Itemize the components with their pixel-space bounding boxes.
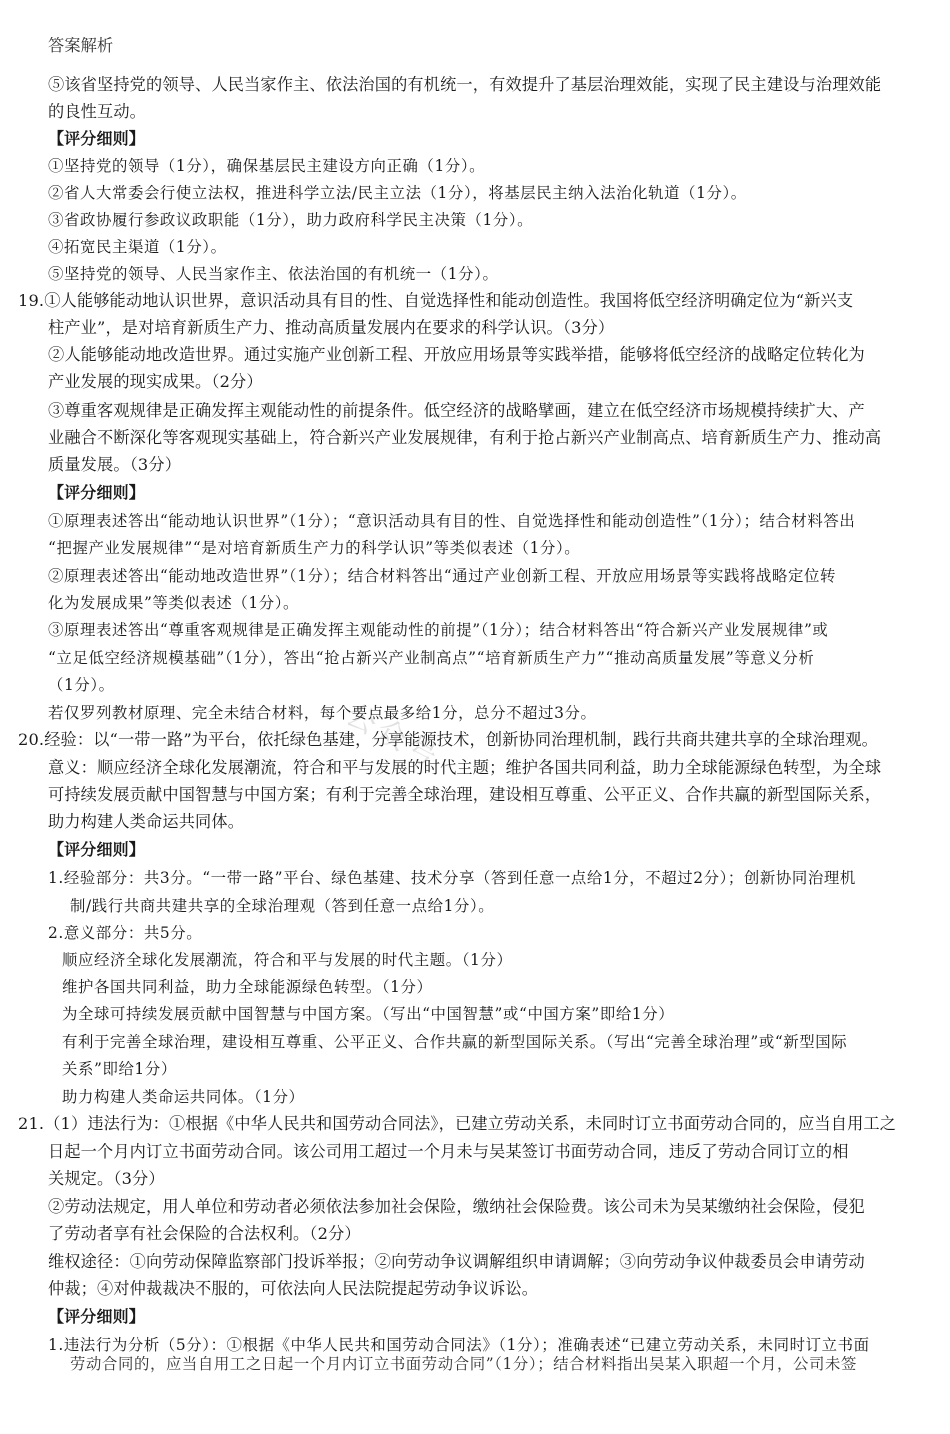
q19-answer-1a: 19.①人能够能动地认识世界，意识活动具有目的性、自觉选择性和能动创造性。我国将低空经济明确定位为“新兴支 (18, 291, 854, 310)
q19-answer-3a: ③尊重客观规律是正确发挥主观能动性的前提条件。低空经济的战略擘画，建立在低空经济市场规模持续扩大、产 (48, 401, 865, 420)
q20-rule-1a: 1.经验部分：共3分。“一带一路”平台、绿色基建、技术分享（答到任意一点给1分，不超过2分）；创新协同治理机 (48, 869, 856, 887)
cropped-top-fragment (48, 36, 168, 56)
cropped-bottom-line (48, 1355, 938, 1373)
q18-point5-line2: 的良性互动。 (48, 102, 147, 121)
q18-rules-heading: 【评分细则】 (48, 129, 145, 148)
q20-sig-item-1: 顺应经济全球化发展潮流，符合和平与发展的时代主题。（1分） (62, 951, 513, 969)
q21-violation-2b: 了劳动者享有社会保险的合法权利。（2分） (48, 1224, 361, 1243)
q18-rule-1: ①坚持党的领导（1分），确保基层民主建设方向正确（1分）。 (48, 157, 486, 175)
q21-rule-1-cut: 劳动合同的，应当自用工之日起一个月内订立书面劳动合同”（1分）；结合材料指出吴某入职超一个月，公司未签 (70, 1355, 858, 1373)
q19-rules-heading: 【评分细则】 (48, 483, 145, 502)
q19-rule-note: 若仅罗列教材原理、完全未结合材料，每个要点最多给1分，总分不超过3分。 (48, 704, 597, 722)
q20-rules-heading: 【评分细则】 (48, 840, 145, 859)
q20-sig-item-4a: 有利于完善全球治理，建设相互尊重、公平正义、合作共赢的新型国际关系。（写出“完善全球治理”或“新型国际 (62, 1033, 848, 1051)
q20-experience: 20.经验：以“一带一路”为平台，依托绿色基建，分享能源技术，创新协同治理机制，践行共商共建共享的全球治理观。 (18, 730, 878, 749)
q19-answer-3c: 质量发展。（3分） (48, 455, 182, 474)
q19-answer-2a: ②人能够能动地改造世界。通过实施产业创新工程、开放应用场景等实践举措，能够将低空经济的战略定位转化为 (48, 345, 865, 364)
q18-rule-2: ②省人大常委会行使立法权，推进科学立法/民主立法（1分），将基层民主纳入法治化轨道（1分）。 (48, 184, 747, 202)
q18-rule-3: ③省政协履行参政议政职能（1分），助力政府科学民主决策（1分）。 (48, 211, 534, 229)
top-fragment-text: 答案解析 (48, 36, 114, 55)
q20-significance-b: 可持续发展贡献中国智慧与中国方案；有利于完善全球治理，建设相互尊重、公平正义、合作共赢的新型国际关系， (48, 785, 882, 804)
q21-remedy-1: 维权途径：①向劳动保障监察部门投诉举报；②向劳动争议调解组织申请调解；③向劳动争议仲裁委员会申请劳动 (48, 1252, 865, 1271)
watermark: 公众号 (339, 697, 447, 776)
q19-rule-2a: ②原理表述答出“能动地改造世界”（1分）；结合材料答出“通过产业创新工程、开放应用场景等实践将战略定位转 (48, 567, 836, 585)
q20-sig-item-5: 助力构建人类命运共同体。（1分） (62, 1088, 305, 1106)
q21-rules-heading: 【评分细则】 (48, 1307, 145, 1326)
q19-rule-3c: （1分）。 (48, 676, 115, 694)
q20-sig-item-2: 维护各国共同利益，助力全球能源绿色转型。（1分） (62, 978, 433, 996)
q20-sig-item-3: 为全球可持续发展贡献中国智慧与中国方案。（写出“中国智慧”或“中国方案”即给1分） (62, 1005, 675, 1023)
q20-sig-item-4b: 关系”即给1分） (62, 1060, 177, 1078)
q20-significance-a: 意义：顺应经济全球化发展潮流，符合和平与发展的时代主题；维护各国共同利益，助力全球能源绿色转型，为全球 (48, 758, 882, 777)
q21-rule-1: 1.违法行为分析（5分）：①根据《中华人民共和国劳动合同法》（1分）；准确表述“已建立劳动关系，未同时订立书面 (48, 1336, 870, 1354)
q21-violation-1c: 关规定。（3分） (48, 1169, 165, 1188)
q19-rule-1a: ①原理表述答出“能动地认识世界”（1分）；“意识活动具有目的性、自觉选择性和能动创造性”（1分）；结合材料答出 (48, 512, 856, 530)
q18-rule-4: ④拓宽民主渠道（1分）。 (48, 238, 227, 256)
q21-remedy-2: 仲裁；④对仲裁裁决不服的，可依法向人民法院提起劳动争议诉讼。 (48, 1279, 539, 1298)
q18-point5-line1: ⑤该省坚持党的领导、人民当家作主、依法治国的有机统一，有效提升了基层治理效能，实现了民主建设与治理效能 (48, 75, 882, 94)
q19-answer-2b: 产业发展的现实成果。（2分） (48, 372, 263, 391)
q20-significance-c: 助力构建人类命运共同体。 (48, 812, 245, 831)
q19-answer-1b: 柱产业”，是对培育新质生产力、推动高质量发展内在要求的科学认识。（3分） (48, 318, 615, 337)
q19-rule-3a: ③原理表述答出“尊重客观规律是正确发挥主观能动性的前提”（1分）；结合材料答出“符合新兴产业发展规律”或 (48, 621, 829, 639)
q21-violation-1a: 21.（1）违法行为：①根据《中华人民共和国劳动合同法》，已建立劳动关系，未同时订立书面劳动合同的，应当自用工之 (18, 1114, 897, 1133)
q19-rule-2b: 化为发展成果”等类似表述（1分）。 (48, 594, 300, 612)
q21-violation-2a: ②劳动法规定，用人单位和劳动者必须依法参加社会保险，缴纳社会保险费。该公司未为吴某缴纳社会保险，侵犯 (48, 1197, 865, 1216)
q18-rule-5: ⑤坚持党的领导、人民当家作主、依法治国的有机统一（1分）。 (48, 265, 499, 283)
q20-rule-2: 2.意义部分：共5分。 (48, 924, 203, 942)
q19-rule-3b: “立足低空经济规模基础”（1分），答出“抢占新兴产业制高点”“培育新质生产力”“推动高质量发展”等意义分析 (48, 649, 815, 667)
q19-answer-3b: 业融合不断深化等客观现实基础上，符合新兴产业发展规律，有利于抢占新兴产业制高点、培育新质生产力、推动高 (48, 428, 882, 447)
q19-rule-1b: “把握产业发展规律”“是对培育新质生产力的科学认识”等类似表述（1分）。 (48, 539, 581, 557)
q20-rule-1b: 制/践行共商共建共享的全球治理观（答到任意一点给1分）。 (70, 897, 495, 915)
q21-violation-1b: 日起一个月内订立书面劳动合同。该公司用工超过一个月未与吴某签订书面劳动合同，违反了劳动合同订立的相 (48, 1142, 849, 1161)
